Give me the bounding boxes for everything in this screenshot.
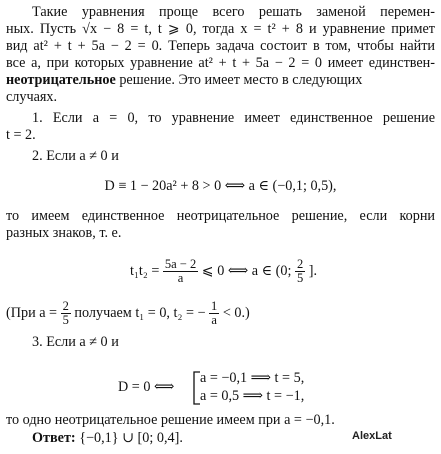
fraction-note-t2	[209, 300, 219, 327]
fraction-interval-bound	[295, 258, 305, 285]
fraction-denominator: a	[211, 313, 217, 327]
system-line1: a = −0,1 ⟹ t = 5,	[200, 370, 305, 386]
case2-line2: разных знаков, т. е.	[6, 225, 122, 241]
paragraph1-line3: вид at² + t + 5a − 2 = 0. Теперь задача состоит в том, чтобы найти	[6, 38, 435, 54]
fraction-denominator: 5	[62, 313, 69, 327]
fraction-denominator: a	[177, 271, 184, 285]
paragraph1-line6: случаях.	[6, 89, 58, 105]
note-prefix: (При a =	[6, 304, 58, 321]
paragraph1-line1: Такие уравнения проще всего решать заменой перемен-	[32, 4, 435, 20]
product-formula	[130, 258, 317, 285]
case2-note	[6, 300, 250, 327]
note-middle: получаем t₁ = 0, t₂ = −	[74, 304, 206, 321]
case2-line1: то имеем единственное неотрицательное решение, если корни	[6, 208, 435, 224]
fraction-denominator: 5	[296, 271, 304, 285]
interval-open: (0;	[275, 262, 292, 279]
case3-heading: 3. Если a ≠ 0 и	[32, 334, 119, 350]
case2-discriminant-formula: D ≡ 1 − 20a² + 8 > 0 ⟺ a ∈ (−0,1; 0,5),	[104, 178, 337, 194]
case3-d-equation: D = 0 ⟺	[118, 379, 175, 395]
paragraph1-line2: ных. Пусть √x − 8 = t, t ⩾ 0, тогда x = t² + 8 и уравнение примет	[6, 21, 435, 37]
product-inequality: ⩽ 0 ⟺ a ∈	[201, 262, 273, 279]
paragraph1-line5	[6, 72, 362, 89]
fraction-numerator: 5a − 2	[164, 257, 197, 271]
fraction-numerator: 2	[62, 299, 69, 313]
answer-value: {−0,1} ∪ [0; 0,4].	[79, 430, 183, 446]
fraction-product	[163, 258, 198, 285]
paragraph1-line4: все a, при которых уравнение at² + t + 5a − 2 = 0 имеет единствен-	[6, 55, 435, 71]
fraction-numerator: 2	[296, 257, 304, 271]
case3-conclusion: то одно неотрицательное решение имеем при a = −0,1.	[6, 412, 335, 428]
interval-close: ].	[308, 262, 318, 279]
note-end: < 0.)	[222, 304, 250, 321]
case1-line1: 1. Если a = 0, то уравнение имеет единственное решение	[32, 110, 435, 126]
system-line2: a = 0,5 ⟹ t = −1,	[200, 388, 305, 404]
fraction-note-a	[61, 300, 71, 327]
answer-label: Ответ:	[32, 430, 76, 446]
product-left: t₁t₂ =	[130, 262, 160, 279]
answer	[32, 430, 183, 447]
case1-line2: t = 2.	[6, 127, 36, 143]
paragraph1-line5-rest: решение. Это имеет место в следующих	[119, 72, 363, 88]
emphasis-nonnegative: неотрицательное	[6, 72, 116, 88]
fraction-numerator: 1	[211, 299, 218, 313]
case2-heading: 2. Если a ≠ 0 и	[32, 148, 119, 164]
watermark-text: AlexLat	[352, 430, 392, 442]
